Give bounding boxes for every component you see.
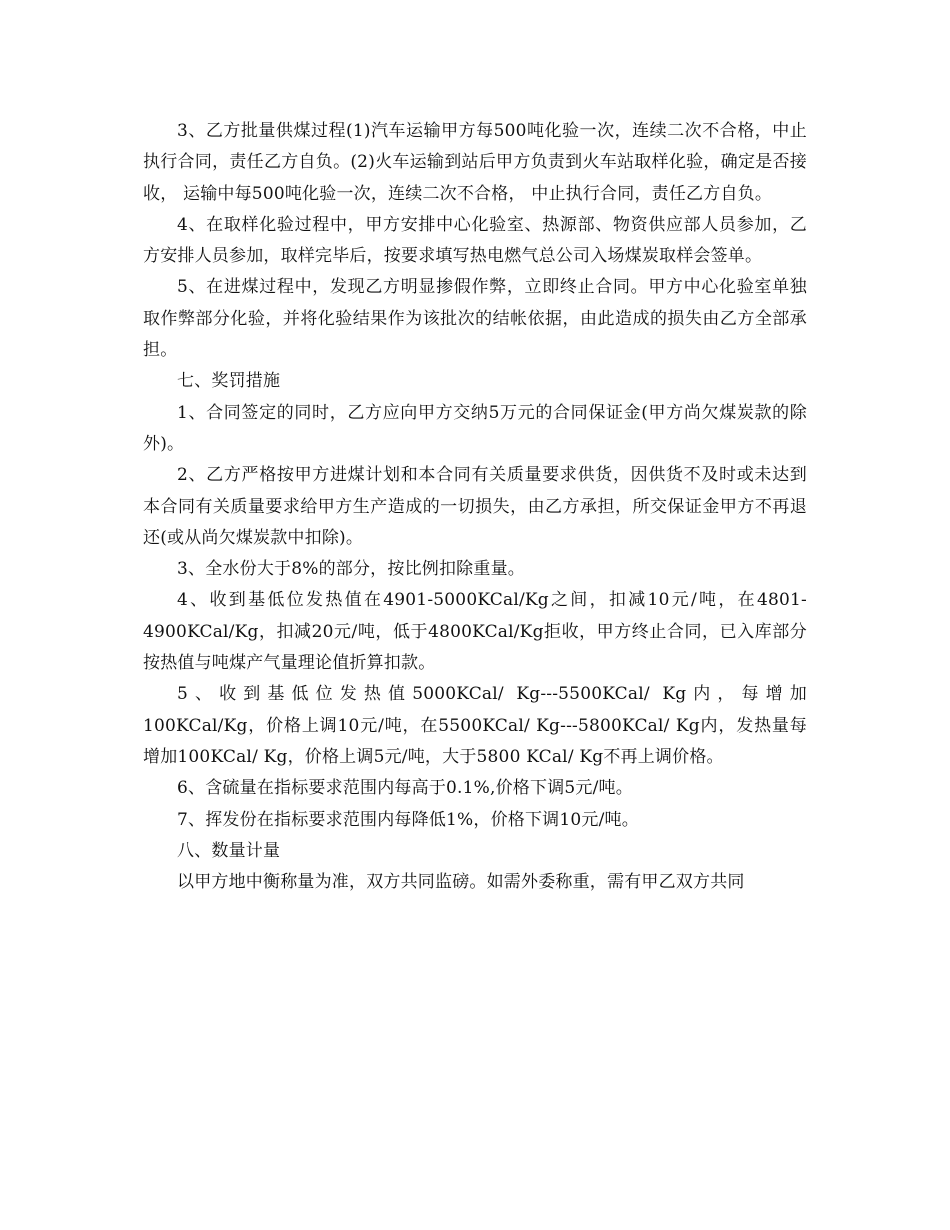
clause-paragraph: 以甲方地中衡称量为准，双方共同监磅。如需外委称重，需有甲乙双方共同: [177, 872, 745, 893]
section-heading: 七、奖罚措施: [177, 371, 281, 392]
clause-paragraph: 5、收到基低位发热值5000KCal/ Kg---5500KCal/ Kg内，每增加100KCal/Kg，价格上调10元/吨，在5500KCal/ Kg---5800KCal/ Kg内，发热量每增加100KCal/ Kg，价格上调5元/吨，大于5800 KCal/ Kg不再上调价格。: [143, 684, 807, 767]
clause-paragraph: 3、乙方批量供煤过程(1)汽车运输甲方每500吨化验一次，连续二次不合格，中止执行合同，责任乙方自负。(2)火车运输到站后甲方负责到火车站取样化验，确定是否接收， 运输中每500吨化验一次，连续二次不合格， 中止执行合同，责任乙方自负。: [143, 121, 807, 204]
section-heading: 八、数量计量: [177, 840, 281, 861]
clause-paragraph: 4、收到基低位发热值在4901-5000KCal/Kg之间，扣减10元/吨，在4801-4900KCal/Kg，扣减20元/吨，低于4800KCal/Kg拒收，甲方终止合同，已入库部分按热值与吨煤产气量理论值折算扣款。: [143, 590, 807, 674]
clause-paragraph: 6、含硫量在指标要求范围内每高于0.1%,价格下调5元/吨。: [177, 778, 633, 799]
clause-paragraph: 7、挥发份在指标要求范围内每降低1%，价格下调10元/吨。: [177, 809, 639, 830]
clause-paragraph: 5、在进煤过程中，发现乙方明显掺假作弊，立即终止合同。甲方中心化验室单独取作弊部分化验，并将化验结果作为该批次的结帐依据，由此造成的损失由乙方全部承担。: [143, 277, 807, 361]
clause-paragraph: 3、全水份大于8%的部分，按比例扣除重量。: [177, 559, 525, 580]
clause-paragraph: 2、乙方严格按甲方进煤计划和本合同有关质量要求供货，因供货不及时或未达到本合同有关质量要求给甲方生产造成的一切损失，由乙方承担，所交保证金甲方不再退还(或从尚欠煤炭款中扣除)。: [143, 465, 807, 548]
clause-paragraph: 4、在取样化验过程中，甲方安排中心化验室、热源部、物资供应部人员参加，乙方安排人员参加，取样完毕后，按要求填写热电燃气总公司入场煤炭取样会签单。: [143, 214, 807, 267]
clause-paragraph: 1、合同签定的同时，乙方应向甲方交纳5万元的合同保证金(甲方尚欠煤炭款的除外)。: [143, 402, 807, 454]
document-body: [143, 116, 807, 898]
